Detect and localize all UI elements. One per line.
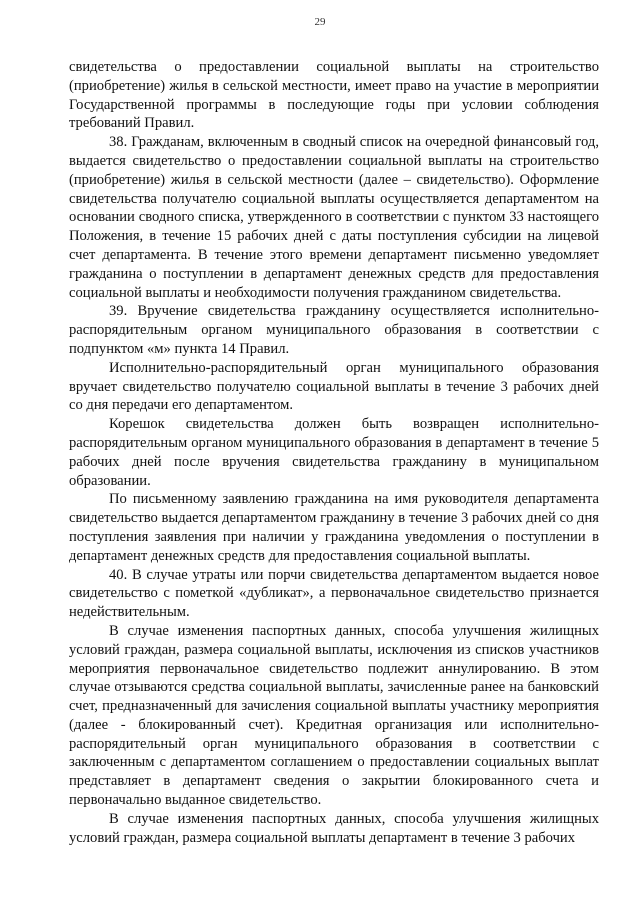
page-number: 29 (314, 16, 326, 28)
paragraph-40-annulment: В случае изменения паспортных данных, способа улучшения жилищных условий граждан, размера социальной выплаты, исключения из списков участников мероприятия первоначальное свидетельство подлежит аннулированию. В этом случае отзываются средства социальной выплаты, зачисленные ранее на банковский счет, предназначенный для зачисления социальной выплаты участнику мероприятия (далее - блокированный счет). Кредитная организация или исполнительно-распорядительный орган муниципального образования в соответствии с заключенным с департаментом соглашением о предоставлении социальных выплат представляет в департамент сведения о закрытии блокированного счета и первоначально выданное свидетельство. (69, 622, 599, 809)
paragraph-39-stub-return: Корешок свидетельства должен быть возвращен исполнительно-распорядительным органом муниципального образования в департамент в течение 5 рабочих дней после вручения свидетельства гражданину в муниципальном образовании. (69, 416, 599, 489)
paragraph-38: 38. Гражданам, включенным в сводный список на очередной финансовый год, выдается свидетельство о предоставлении социальной выплаты на строительство (приобретение) жилья в сельской местности (далее – свидетельство). Оформление свидетельства получателю социальной выплаты осуществляется департаментом на основании сводного списка, утвержденного в соответствии с пунктом 33 настоящего Положения, в течение 15 рабочих дней с даты поступления субсидии на лицевой счет департамента. В течение этого времени департамент письменно уведомляет гражданина о поступлении в департамент денежных средств для предоставления социальной выплаты и необходимости получения гражданином свидетельства. (69, 134, 599, 301)
paragraph-40-changes: В случае изменения паспортных данных, способа улучшения жилищных условий граждан, размера социальной выплаты департамент в течение 3 рабочих (69, 810, 599, 846)
document-body (69, 58, 599, 847)
paragraph-39: 39. Вручение свидетельства гражданину осуществляется исполнительно-распорядительным органом муниципального образования в соответствии с подпунктом «м» пункта 14 Правил. (69, 303, 599, 357)
paragraph-39-written-request: По письменному заявлению гражданина на имя руководителя департамента свидетельство выдается департаментом гражданину в течение 3 рабочих дней со дня поступления заявления при наличии у гражданина уведомления о поступлении в департамент денежных средств для предоставления социальной выплаты. (69, 491, 599, 564)
paragraph-40: 40. В случае утраты или порчи свидетельства департаментом выдается новое свидетельство с пометкой «дубликат», а первоначальное свидетельство признается недействительным. (69, 566, 599, 621)
paragraph-continuation: свидетельства о предоставлении социальной выплаты на строительство (приобретение) жилья в сельской местности, имеет право на участие в мероприятии Государственной программы в последующие годы при условии соблюдения требований Правил. (69, 59, 599, 132)
paragraph-39-handover: Исполнительно-распорядительный орган муниципального образования вручает свидетельство получателю социальной выплаты в течение 3 рабочих дней со дня передачи его департаментом. (69, 359, 599, 414)
